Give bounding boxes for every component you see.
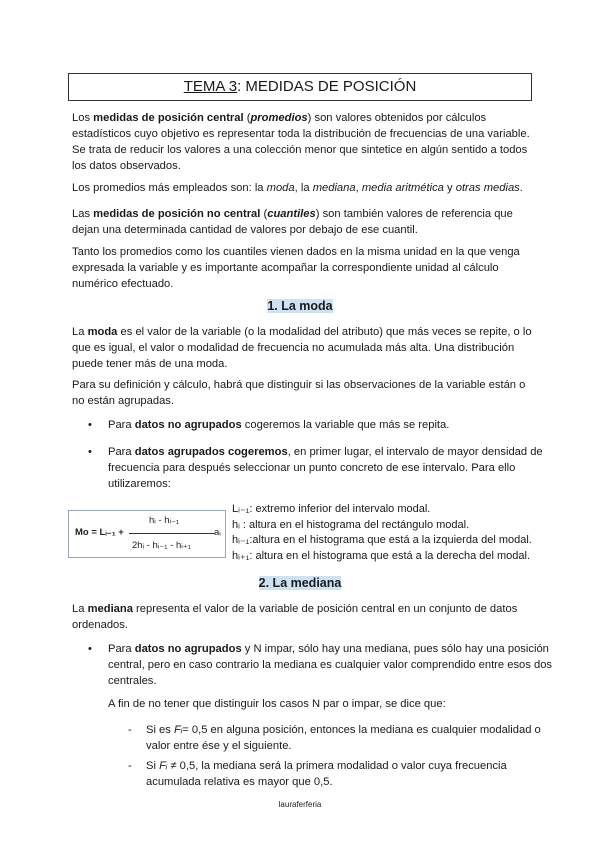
text: Los [72,112,94,124]
mediana-paragraph-1 [72,601,534,633]
legend-item: Lᵢ₋₁: extremo inferior del intervalo modal. [232,503,431,515]
mode-formula [68,510,226,558]
term-italic: Fᵢ [159,760,168,772]
heading-text: 1. La moda [267,299,333,313]
bullet-icon: • [88,419,92,431]
text: ( [243,112,251,124]
bullet-icon: • [88,446,92,458]
mediana-bullet-1 [88,641,558,689]
dash-icon: - [128,724,132,736]
legend-item: hᵢ₋₁:altura en el histograma que está a la izquierda del modal. [232,534,532,546]
title-topic: TEMA 3 [183,78,238,95]
term-italic: moda [266,182,295,194]
bullet-icon: • [88,643,92,655]
formula-legend [232,502,542,564]
term-italic: cuantiles [267,208,316,220]
text: ≠ 0,5, la mediana será la primera modalidad o valor cuya frecuencia acumulada relativa es mayor que 0,5. [146,760,507,788]
text: Si es [146,724,174,736]
mediana-dash-1 [128,722,546,754]
text: Si [146,760,160,772]
text: La [72,603,88,615]
mediana-dash-2 [128,758,546,790]
term-italic: Fᵢ [173,724,183,736]
text: y N impar, sólo hay una mediana, pues sólo hay una posición central, pero en caso contrario la mediana es cualquier valor comprendido entre esos dos centrales. [108,643,553,687]
moda-paragraph-2: Para su definición y cálculo, habrá que distinguir si las observaciones de la variable están o no están agrupadas. [72,379,526,407]
moda-bullet-2 [88,444,558,492]
text: La [72,326,88,338]
text: ( [260,208,268,220]
intro-paragraph-3 [72,206,534,238]
text: Para [108,643,135,655]
term: datos no agrupados [134,419,242,431]
text: es el valor de la variable (o la modalidad del atributo) que más veces se repite, o lo que es igual, el valor o modalidad de frecuencia no acumulada más alta. Una distribución puede tener más de una moda. [72,326,532,370]
legend-item: hᵢ₊₁: altura en el histograma que está a la derecha del modal. [232,549,531,562]
footer-author: lauraferferia [278,800,322,809]
term: moda [87,326,118,338]
text: cogeremos la variable que más se repita. [241,419,450,431]
title-text: : MEDIDAS DE POSICIÓN [237,78,417,95]
term-italic: media aritmética [361,182,444,194]
text: y [443,182,456,194]
term: datos no agrupados [134,643,242,655]
term: medidas de posición central [93,112,244,124]
text: Para [108,419,135,431]
text: , la [294,182,313,194]
text: = 0,5 en alguna posición, entonces la mediana es cualquier modalidad o valor entre ése y el siguiente. [146,724,541,752]
intro-paragraph-4: Tanto los promedios como los cuantiles vienen dados en la misma unidad en la que venga expresada la variable y es importante acompañar la correspondiente unidad al cálculo numérico efectuado. [72,246,520,290]
text: , [355,182,362,194]
text: Los promedios más empleados son: la [72,182,267,194]
section-heading-mediana [0,576,600,590]
mediana-paragraph-2: A fin de no tener que distinguir los casos N par o impar, se dice que: [108,698,446,710]
formula-tail: aᵢ [214,527,221,538]
text: representa el valor de la variable de posición central en un conjunto de datos ordenados. [72,603,518,631]
dash-icon: - [128,760,132,772]
formula-denominator: 2hᵢ - hᵢ₋₁ - hᵢ₊₁ [132,540,191,551]
term: datos agrupados cogeremos [134,446,288,458]
formula-lhs: Mo = Lᵢ₋₁ + [75,527,124,538]
legend-item: hᵢ : altura en el histograma del rectángulo modal. [232,518,470,531]
formula-numerator: hᵢ - hᵢ₋₁ [149,515,180,526]
text: Para [108,446,135,458]
text: , en primer lugar, el intervalo de mayor densidad de frecuencia para después seleccionar un punto concreto de ese intervalo. Para ello utilizaremos: [108,446,543,490]
document-title [68,73,532,101]
moda-bullet-1 [88,417,558,433]
section-heading-moda [0,299,600,313]
text: Las [72,208,94,220]
moda-paragraph-1 [72,324,534,372]
term-italic: mediana [312,182,356,194]
intro-paragraph-2 [72,180,534,196]
term: medidas de posición no central [93,208,261,220]
intro-paragraph-1 [72,110,534,174]
term: mediana [87,603,133,615]
fraction-bar [129,533,215,534]
term-italic: promedios [250,112,308,124]
text: ) son valores obtenidos por cálculos estadísticos cuyo objetivo es representar toda la distribución de frecuencias de una variable. Se trata de reducir los valores a una colección menor que sintetice en algún sentido a todos los datos observados. [72,112,530,172]
text: . [519,182,523,194]
heading-text: 2. La mediana [258,576,342,590]
term-italic: otras medias [455,182,520,194]
text: ) son también valores de referencia que dejan una determinada cantidad de valores por debajo de ese cuantil. [72,208,513,236]
